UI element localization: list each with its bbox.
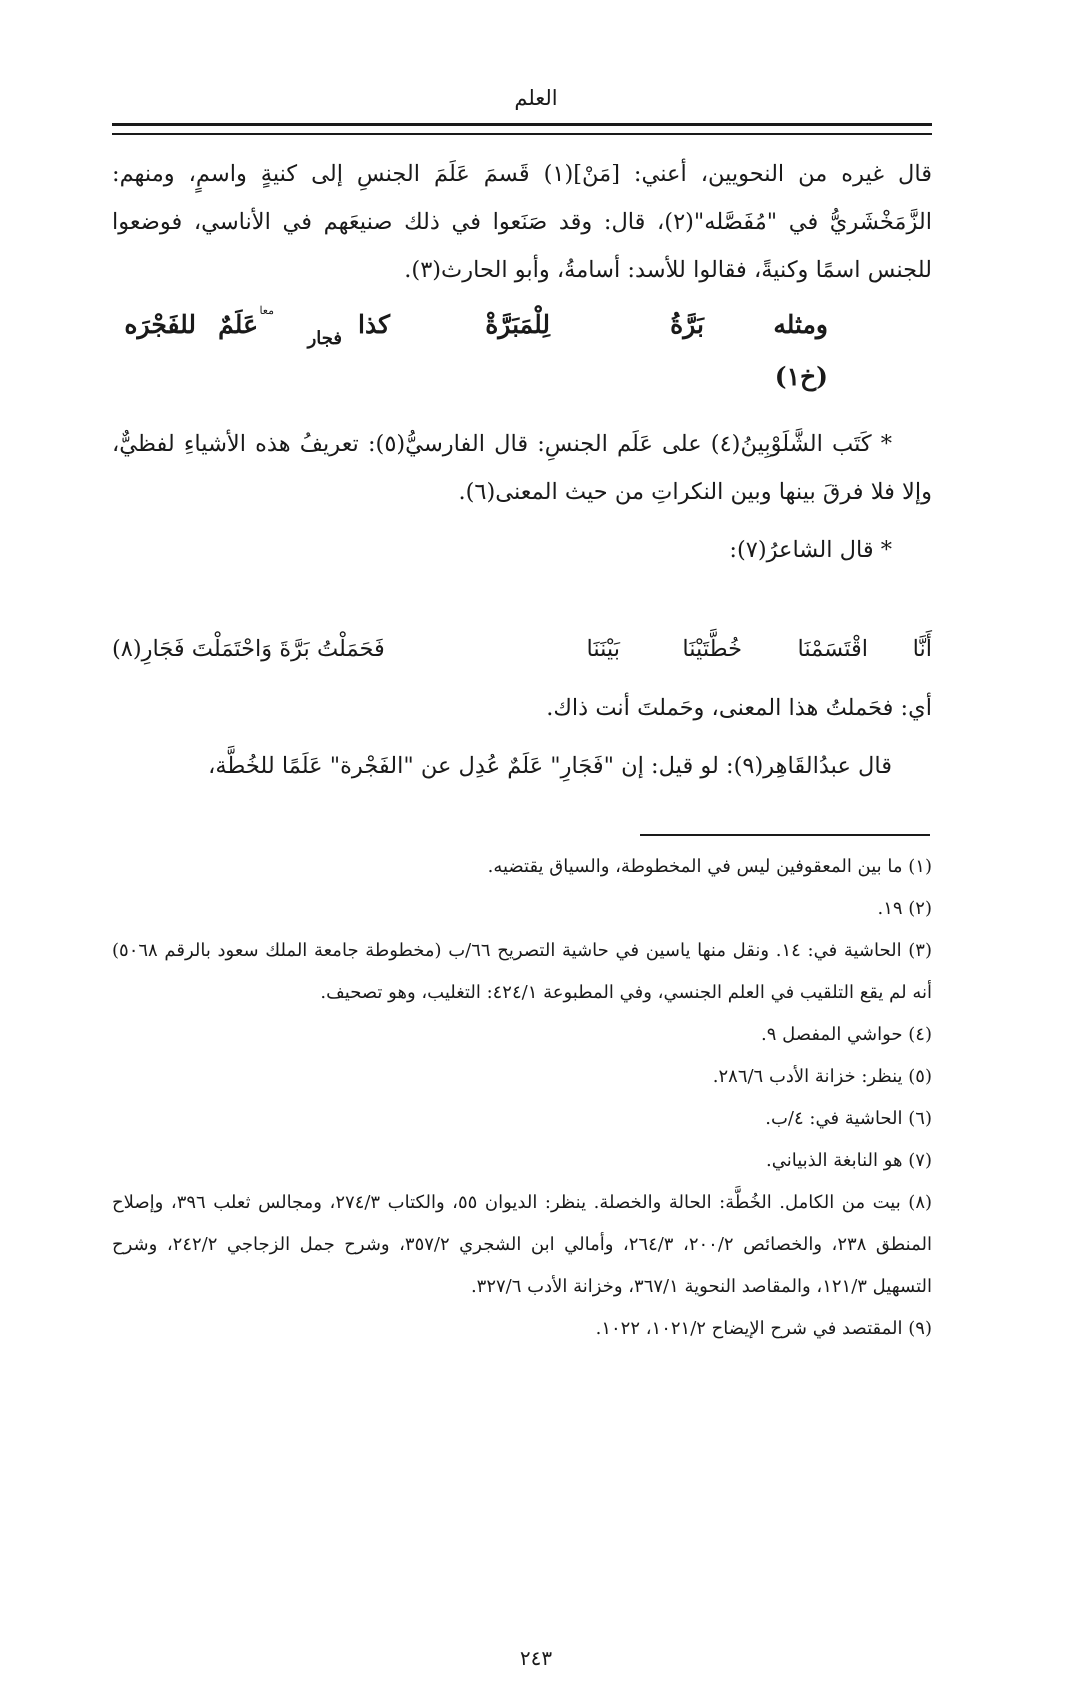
footnote-5: (٥) ينظر: خزانة الأدب ٢٨٦/٦. <box>712 1066 932 1087</box>
poem-hemistich-1-word-4: بَيْنَنَا <box>586 636 620 662</box>
paragraph-4: أي: فحَملتُ هذا المعنى، وحَملتَ أنت ذاك. <box>546 695 932 721</box>
footnote-4: (٤) حواشي المفصل ٩. <box>760 1024 932 1045</box>
verse-word-2: بَرَّةُ <box>670 310 704 339</box>
verse-word-7: للفَجْرَه <box>124 310 196 339</box>
footnote-7: (٧) هو النابغة الذبياني. <box>765 1150 932 1171</box>
footnote-9: (٩) المقتصد في شرح الإيضاح ١٠٢١/٢، ١٠٢٢. <box>595 1318 932 1339</box>
paragraph-1: قال غيره من النحويين، أعني: [مَنْ](١) قَسمَ عَلَمَ الجنسِ إلى كنيةٍ واسمٍ، ومنهم: الزَّمَخْشَريُّ في "مُفَصَّله"(٢)، قال: وقد صَنَعوا في ذلك صنيعَهم في الأناسي، فوضعوا للجنس اسمًا وكنيةً، فقالوا للأسد: أسامةُ، وأبو الحارث(٣). <box>112 161 932 283</box>
footnote-6: (٦) الحاشية في: ٤/ب. <box>765 1108 932 1129</box>
footnote-3: (٣) الحاشية في: ١٤. ونقل منها ياسين في حاشية التصريح ٦٦/ب (مخطوطة جامعة الملك سعود بالرقم ٥٠٦٨) أنه لم يقع التلقيب في العلم الجنسي، وفي المطبوعة ٤٢٤/١: التغليب، وهو تصحيف. <box>112 940 932 1003</box>
main-text-top <box>112 150 932 294</box>
paragraph-2: * كَتَب الشَّلَوْبِينُ(٤) على عَلَم الجنسِ: قال الفارسيُّ(٥): تعريفُ هذه الأشياءِ لفظيٌّ، وإلا فلا فرقَ بينها وبين النكراتِ من حيث المعنى(٦). <box>112 431 932 505</box>
manuscript-tag: (خ١) <box>774 362 828 391</box>
footnote-2: (٢) ١٩. <box>877 898 932 919</box>
verse-tag-row <box>112 362 932 402</box>
main-text-bottom <box>112 684 932 790</box>
verse-word-1: ومثله <box>773 310 828 339</box>
page-number: ٢٤٣ <box>519 1646 553 1670</box>
paragraph-3: * قال الشاعرُ(٧): <box>729 537 892 563</box>
footnote-separator <box>640 834 930 836</box>
header-rule-thin <box>112 133 932 135</box>
footnote-1: (١) ما بين المعقوفين ليس في المخطوطة، والسياق يقتضيه. <box>487 856 932 877</box>
paragraph-5: قال عبدُالقَاهِر(٩): لو قيل: إن "فَجَارِ" عَلَمٌ عُدِل عن "الفَجْرة" عَلَمًا للخُطَّة، <box>208 753 892 779</box>
running-header: العلم <box>514 86 558 110</box>
poem-verse <box>112 636 932 684</box>
footnote-8: (٨) بيت من الكامل. الخُطَّة: الحالة والخصلة. ينظر: الديوان ٥٥، والكتاب ٢٧٤/٣، ومجالس ثعلب ٣٩٦، وإصلاح المنطق ٢٣٨، والخصائص ٢٠٠/٢، ٢٦٤/٣، وأمالي ابن الشجري ٣٥٧/٢، وشرح جمل الزجاجي ٢٤٢/٢، وشرح التسهيل ١٢١/٣، والمقاصد النحوية ٣٦٧/١، وخزانة الأدب ٣٢٧/٦. <box>112 1192 933 1297</box>
poem-hemistich-2: فَحَمَلْتُ بَرَّةَ وَاحْتَمَلْتَ فَجَارِ(٨) <box>112 636 385 662</box>
poem-hemistich-1-word-3: خُطَّتَيْنَا <box>682 636 742 662</box>
verse-line <box>112 304 932 348</box>
verse-word-5-note: معا <box>259 304 274 317</box>
main-text-middle <box>112 420 932 574</box>
poem-hemistich-1-word-2: اقْتَسَمْنَا <box>797 636 868 662</box>
verse-word-4: كذا <box>358 310 390 339</box>
verse-word-6: عَلَمٌ <box>218 310 258 339</box>
footnotes <box>112 846 932 1350</box>
verse-word-3: لِلْمَبَرَّةْ <box>485 310 550 339</box>
header-rule-thick <box>112 123 932 126</box>
poem-hemistich-1-word-1: أَنَّا <box>912 636 932 662</box>
verse-word-5: فجار <box>307 328 342 349</box>
